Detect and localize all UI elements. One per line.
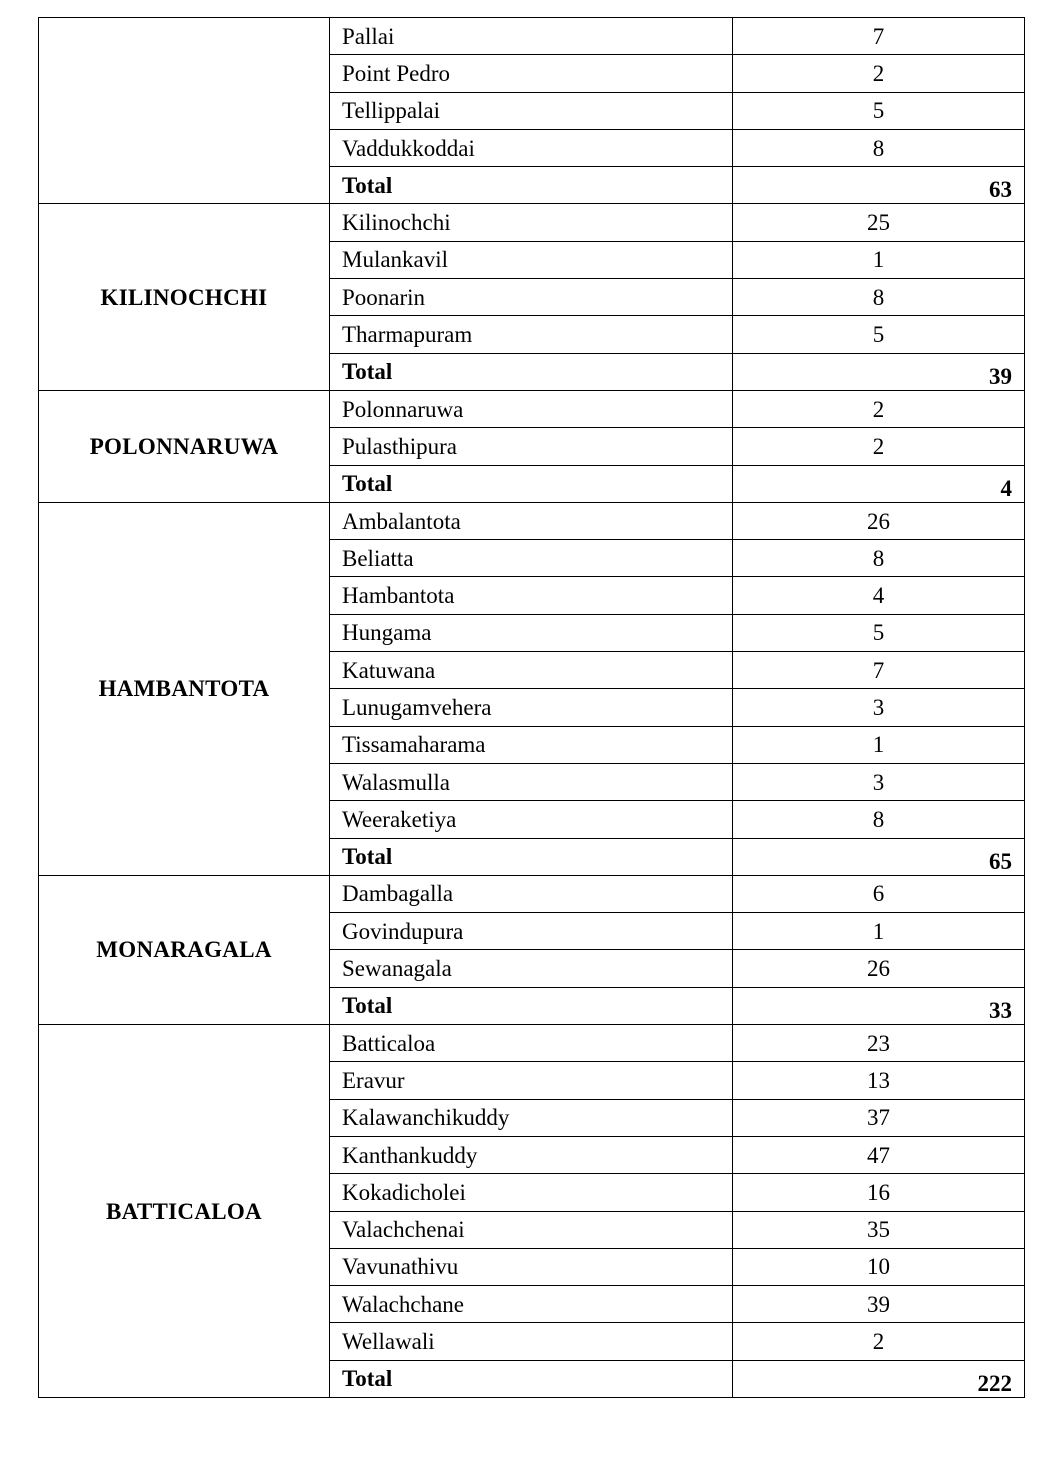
count-cell: 8	[733, 540, 1025, 577]
count-cell: 4	[733, 577, 1025, 614]
count-cell: 23	[733, 1025, 1025, 1062]
total-value-cell: 222	[733, 1360, 1025, 1397]
total-value-cell: 33	[733, 987, 1025, 1024]
count-cell: 6	[733, 875, 1025, 912]
count-cell: 2	[733, 390, 1025, 427]
district-name-cell: BATTICALOA	[39, 1025, 330, 1398]
place-name-cell: Tharmapuram	[330, 316, 733, 353]
table-row	[39, 875, 1025, 912]
total-value-cell: 63	[733, 167, 1025, 204]
count-cell: 8	[733, 129, 1025, 166]
count-cell: 47	[733, 1136, 1025, 1173]
document-page	[38, 17, 1024, 1398]
total-label-cell: Total	[330, 353, 733, 390]
count-cell: 3	[733, 763, 1025, 800]
count-cell: 2	[733, 1323, 1025, 1360]
count-cell: 5	[733, 92, 1025, 129]
count-cell: 26	[733, 950, 1025, 987]
count-cell: 8	[733, 279, 1025, 316]
total-label-cell: Total	[330, 465, 733, 502]
table-row	[39, 204, 1025, 241]
count-cell: 1	[733, 726, 1025, 763]
place-name-cell: Ambalantota	[330, 502, 733, 539]
count-cell: 10	[733, 1248, 1025, 1285]
place-name-cell: Walachchane	[330, 1286, 733, 1323]
district-name-cell: KILINOCHCHI	[39, 204, 330, 390]
district-count-table	[38, 17, 1025, 1398]
place-name-cell: Govindupura	[330, 913, 733, 950]
count-cell: 1	[733, 913, 1025, 950]
place-name-cell: Beliatta	[330, 540, 733, 577]
place-name-cell: Tissamaharama	[330, 726, 733, 763]
total-label-cell: Total	[330, 838, 733, 875]
total-value-cell: 39	[733, 353, 1025, 390]
count-cell: 16	[733, 1174, 1025, 1211]
district-name-cell	[39, 18, 330, 204]
place-name-cell: Sewanagala	[330, 950, 733, 987]
district-name-cell: MONARAGALA	[39, 875, 330, 1024]
place-name-cell: Hungama	[330, 614, 733, 651]
table-row	[39, 502, 1025, 539]
count-cell: 5	[733, 614, 1025, 651]
total-label-cell: Total	[330, 987, 733, 1024]
count-cell: 7	[733, 18, 1025, 55]
place-name-cell: Vavunathivu	[330, 1248, 733, 1285]
place-name-cell: Polonnaruwa	[330, 390, 733, 427]
table-row	[39, 390, 1025, 427]
count-cell: 35	[733, 1211, 1025, 1248]
count-cell: 39	[733, 1286, 1025, 1323]
place-name-cell: Lunugamvehera	[330, 689, 733, 726]
place-name-cell: Pallai	[330, 18, 733, 55]
total-value-cell: 65	[733, 838, 1025, 875]
place-name-cell: Mulankavil	[330, 241, 733, 278]
district-name-cell: POLONNARUWA	[39, 390, 330, 502]
count-cell: 37	[733, 1099, 1025, 1136]
place-name-cell: Tellippalai	[330, 92, 733, 129]
place-name-cell: Poonarin	[330, 279, 733, 316]
count-cell: 26	[733, 502, 1025, 539]
place-name-cell: Kokadicholei	[330, 1174, 733, 1211]
count-cell: 13	[733, 1062, 1025, 1099]
district-name-cell: HAMBANTOTA	[39, 502, 330, 875]
count-cell: 7	[733, 652, 1025, 689]
place-name-cell: Kanthankuddy	[330, 1136, 733, 1173]
place-name-cell: Eravur	[330, 1062, 733, 1099]
place-name-cell: Point Pedro	[330, 55, 733, 92]
place-name-cell: Hambantota	[330, 577, 733, 614]
count-cell: 8	[733, 801, 1025, 838]
count-cell: 2	[733, 428, 1025, 465]
total-label-cell: Total	[330, 167, 733, 204]
place-name-cell: Walasmulla	[330, 763, 733, 800]
count-cell: 25	[733, 204, 1025, 241]
place-name-cell: Vaddukkoddai	[330, 129, 733, 166]
place-name-cell: Katuwana	[330, 652, 733, 689]
total-label-cell: Total	[330, 1360, 733, 1397]
count-cell: 2	[733, 55, 1025, 92]
place-name-cell: Kilinochchi	[330, 204, 733, 241]
count-cell: 5	[733, 316, 1025, 353]
table-row	[39, 18, 1025, 55]
table-body	[39, 18, 1025, 1398]
place-name-cell: Pulasthipura	[330, 428, 733, 465]
table-row	[39, 1025, 1025, 1062]
total-value-cell: 4	[733, 465, 1025, 502]
place-name-cell: Kalawanchikuddy	[330, 1099, 733, 1136]
count-cell: 1	[733, 241, 1025, 278]
place-name-cell: Valachchenai	[330, 1211, 733, 1248]
place-name-cell: Dambagalla	[330, 875, 733, 912]
count-cell: 3	[733, 689, 1025, 726]
place-name-cell: Wellawali	[330, 1323, 733, 1360]
place-name-cell: Weeraketiya	[330, 801, 733, 838]
place-name-cell: Batticaloa	[330, 1025, 733, 1062]
